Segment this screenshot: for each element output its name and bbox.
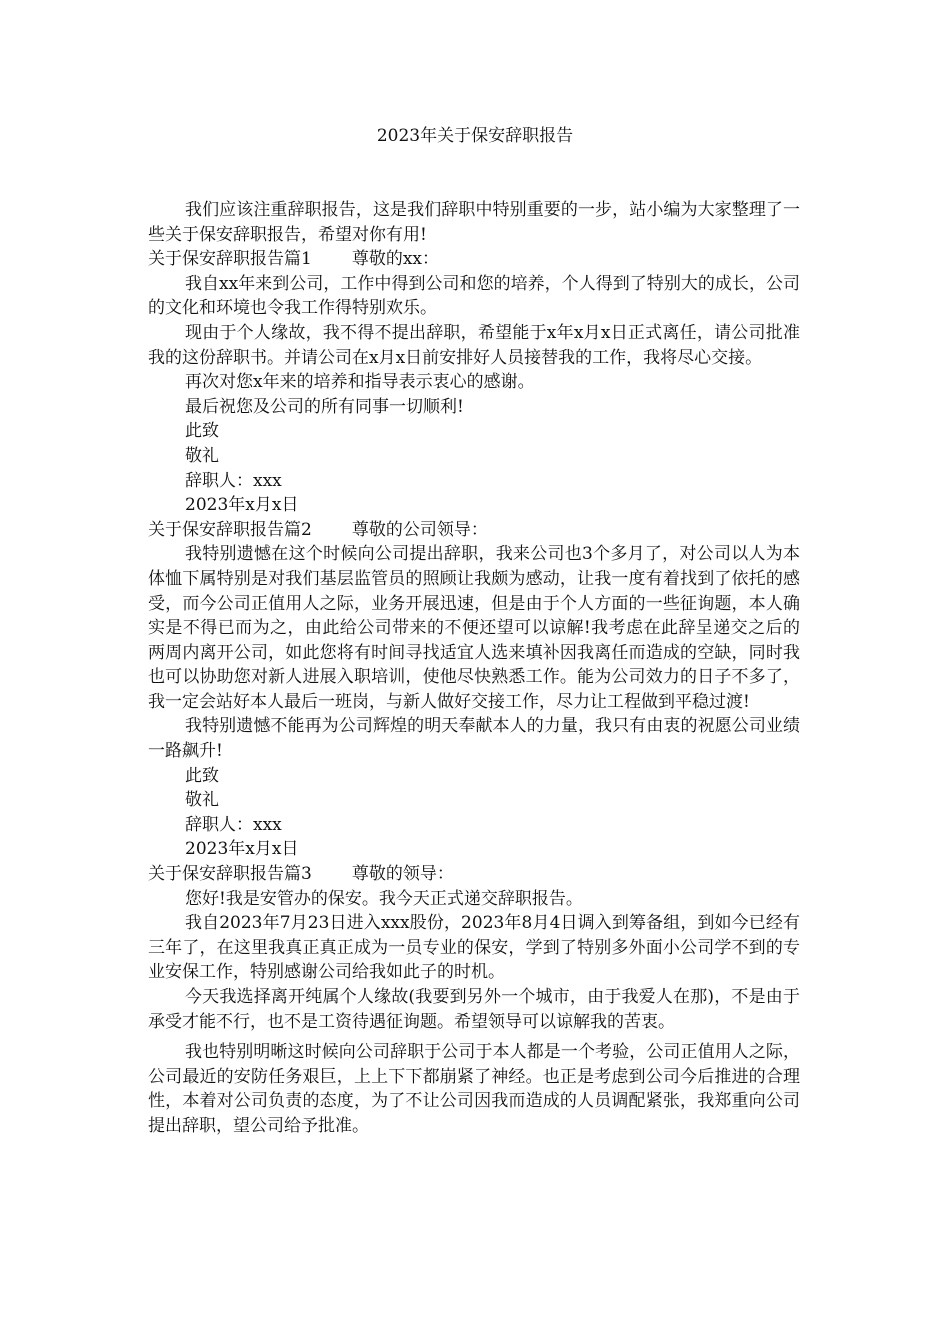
section-1-heading: 关于保安辞职报告篇1 xyxy=(148,249,312,270)
signature-line: 辞职人：xxx xyxy=(185,470,282,491)
paragraph: 我自xx年来到公司，工作中得到公司和您的培养，个人得到了特别大的成长，公司的文化和环境也令我工作得特别欢乐。 xyxy=(148,273,800,319)
section-1-heading-line xyxy=(148,247,800,272)
date-line: 2023年x月x日 xyxy=(185,839,299,860)
section-1-salutation: 尊敬的xx： xyxy=(351,249,440,270)
section-2-heading-line xyxy=(148,518,800,543)
paragraph: 我特别遗憾不能再为公司辉煌的明天奉献本人的力量，我只有由衷的祝愿公司业绩一路飙升! xyxy=(148,716,800,762)
paragraph: 现由于个人缘故，我不得不提出辞职，希望能于x年x月x日正式离任，请公司批准我的这份辞职书。并请公司在x月x日前安排好人员接替我的工作，我将尽心交接。 xyxy=(148,322,800,368)
paragraph: 您好!我是安管办的保安。我今天正式递交辞职报告。 xyxy=(185,888,583,909)
section-3-heading-line xyxy=(148,862,800,887)
closing-line: 此致 xyxy=(185,765,219,786)
section-2-salutation: 尊敬的公司领导： xyxy=(351,519,488,540)
closing-line: 此致 xyxy=(185,421,219,442)
section-2-heading: 关于保安辞职报告篇2 xyxy=(148,519,312,540)
section-3-salutation: 尊敬的领导： xyxy=(351,864,454,885)
paragraph: 我自2023年7月23日进入xxx股份，2023年8月4日调入到筹备组，到如今已经有三年了，在这里我真正真正成为一员专业的保安，学到了特别多外面小公司学不到的专业安保工作，特别感谢公司给我如此子的时机。 xyxy=(148,913,800,983)
intro-paragraph: 我们应该注重辞职报告，这是我们辞职中特别重要的一步，站小编为大家整理了一些关于保安辞职报告，希望对你有用! xyxy=(148,200,800,245)
section-3-heading: 关于保安辞职报告篇3 xyxy=(148,864,312,885)
document-title: 2023年关于保安辞职报告 xyxy=(376,126,574,146)
closing-line: 敬礼 xyxy=(185,790,219,811)
paragraph: 我特别遗憾在这个时候向公司提出辞职，我来公司也3个多月了，对公司以人为本体恤下属特别是对我们基层监管员的照顾让我颇为感动，让我一度有着找到了依托的感受，而今公司正值用人之际，业务开展迅速，但是由于个人方面的一些征询题，本人确实是不得已而为之，由此给公司带来的不便还望可以谅解!我考虑在此辞呈递交之后的两周内离开公司，如此您将有时间寻找适宜人选来填补因我离任而造成的空缺，同时我也可以协助您对新人进展入职培训，使他尽快熟悉工作。能为公司效力的日子不多了，我一定会站好本人最后一班岗，与新人做好交接工作，尽力让工程做到平稳过渡! xyxy=(148,544,800,712)
paragraph: 我也特别明晰这时候向公司辞职于公司于本人都是一个考验，公司正值用人之际，公司最近的安防任务艰巨，上上下下都崩紧了神经。也正是考虑到公司今后推进的合理性，本着对公司负责的态度，为了不让公司因我而造成的人员调配紧张，我郑重向公司提出辞职，望公司给予批准。 xyxy=(148,1042,800,1136)
paragraph: 最后祝您及公司的所有同事一切顺利! xyxy=(185,396,464,417)
date-line: 2023年x月x日 xyxy=(185,495,299,516)
paragraph: 再次对您x年来的培养和指导表示衷心的感谢。 xyxy=(185,372,535,393)
closing-line: 敬礼 xyxy=(185,445,219,466)
paragraph: 今天我选择离开纯属个人缘故(我要到另外一个城市，由于我爱人在那)，不是由于承受才能不行，也不是工资待遇征询题。希望领导可以谅解我的苦衷。 xyxy=(148,987,800,1032)
signature-line: 辞职人：xxx xyxy=(185,814,282,835)
document-body xyxy=(148,198,800,1139)
